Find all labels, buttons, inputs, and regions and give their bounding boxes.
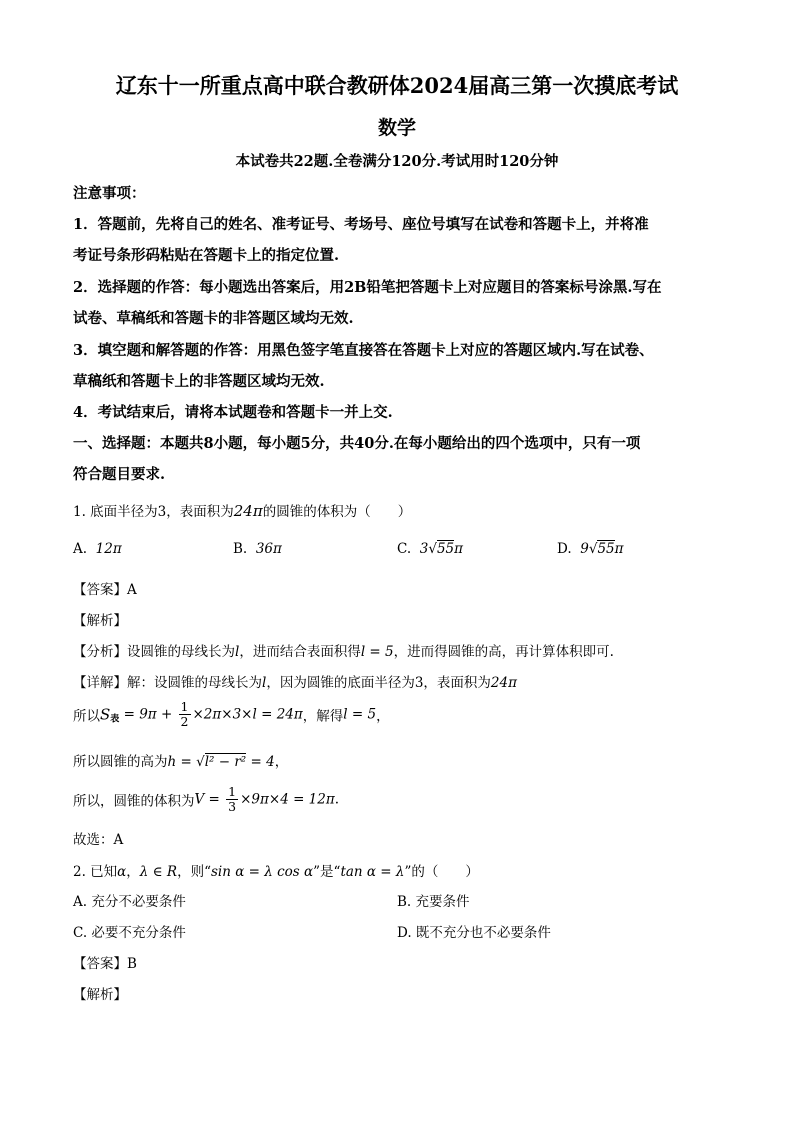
exam-info: 本试卷共22题.全卷满分120分.考试用时120分钟 bbox=[235, 153, 559, 170]
q2-option-c: C. 必要不充分条件 bbox=[73, 925, 186, 941]
q1-choose: 故选：A bbox=[73, 832, 124, 848]
q1-stem: 1. 底面半径为3，表面积为24π的圆锥的体积为（ ） bbox=[73, 502, 412, 520]
notice-line-3: 2．选择题的作答：每小题选出答案后，用2B铅笔把答题卡上对应题目的答案标号涂黑.写在 bbox=[73, 279, 662, 296]
notice-line-4: 试卷、草稿纸和答题卡的非答题区域均无效. bbox=[73, 310, 354, 327]
q1-option-b: B. 36π bbox=[233, 541, 282, 557]
q1-step-2: 所以圆锥的高为h = √l² − r² = 4， bbox=[73, 754, 289, 770]
notice-line-6: 草稿纸和答题卡上的非答题区域均无效. bbox=[73, 373, 325, 390]
q1-option-d: D. 9√55π bbox=[557, 541, 624, 557]
section-heading-line-1: 一、选择题：本题共8小题，每小题5分，共40分.在每小题给出的四个选项中，只有一项 bbox=[73, 435, 641, 452]
exam-title: 辽东十一所重点高中联合教研体2024届高三第一次摸底考试 bbox=[115, 73, 679, 98]
q1-step-3: 所以，圆锥的体积为V = $\frac{1}{3}$ ×9π×4 = 12π. bbox=[73, 784, 340, 814]
notice-line-5: 3．填空题和解答题的作答：用黑色签字笔直接答在答题卡上对应的答题区域内.写在试卷、 bbox=[73, 342, 654, 359]
notice-line-2: 考证号条形码粘贴在答题卡上的指定位置. bbox=[73, 247, 340, 264]
q2-option-b: B. 充要条件 bbox=[397, 894, 470, 910]
q1-option-a: A. 12π bbox=[73, 541, 122, 557]
q2-option-a: A. 充分不必要条件 bbox=[73, 894, 186, 910]
q2-stem: 2. 已知α，λ ∈ R，则“sin α = λ cos α”是“tan α = λ”的（ ） bbox=[73, 864, 479, 880]
q1-answer: 【答案】A bbox=[73, 582, 137, 598]
section-heading-line-2: 符合题目要求. bbox=[73, 466, 166, 483]
q1-step-1: 所以$S_表 = 9\pi$ + $\frac{1}{2}$ ×2π×3×l = 24π，解得l = 5， bbox=[73, 699, 390, 729]
subject-title: 数学 bbox=[377, 117, 416, 139]
q1-detail: 【详解】解：设圆锥的母线长为l，因为圆锥的底面半径为3，表面积为24π bbox=[73, 675, 517, 691]
notice-line-7: 4．考试结束后，请将本试题卷和答题卡一并上交. bbox=[73, 404, 393, 421]
q1-analysis-label: 【解析】 bbox=[73, 613, 127, 629]
q2-option-d: D. 既不充分也不必要条件 bbox=[397, 925, 551, 941]
q2-analysis-label: 【解析】 bbox=[73, 987, 127, 1003]
q2-answer: 【答案】B bbox=[73, 956, 137, 972]
q1-option-c: C. 3√55π bbox=[397, 541, 463, 557]
notice-heading: 注意事项： bbox=[73, 185, 146, 202]
notice-line-1: 1．答题前，先将自己的姓名、准考证号、考场号、座位号填写在试卷和答题卡上，并将准 bbox=[73, 216, 649, 233]
q1-fenxi: 【分析】设圆锥的母线长为l，进而结合表面积得l = 5，进而得圆锥的高，再计算体积即可. bbox=[73, 644, 614, 660]
